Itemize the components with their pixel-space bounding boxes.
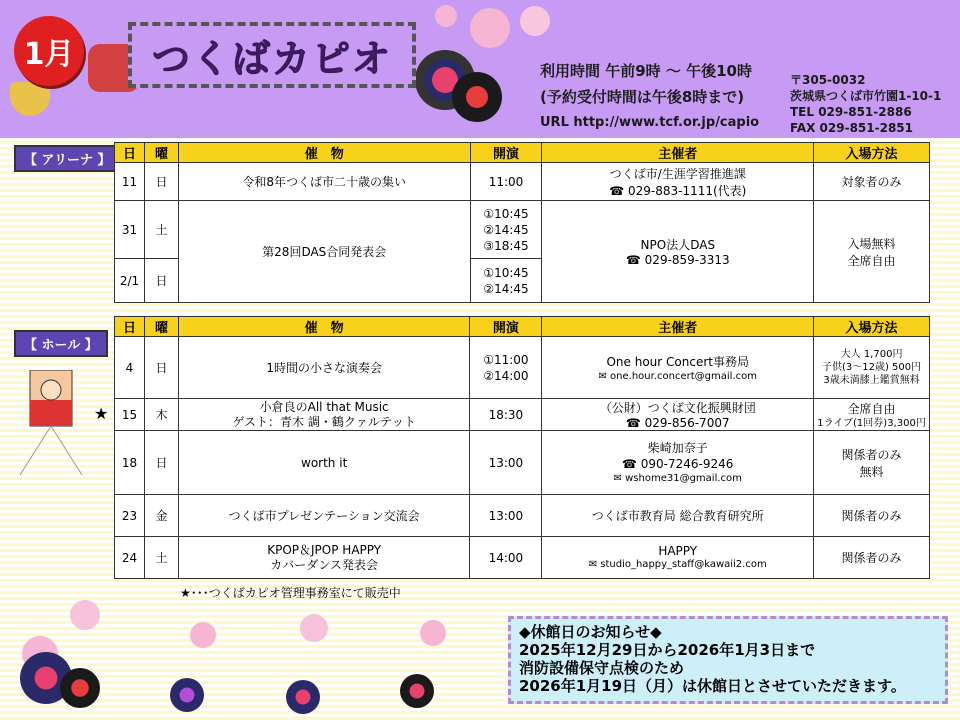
event-cell: worth it [178,431,469,495]
table-header-row [115,143,930,163]
reservation-hours: (予約受付時間は午後8時まで) [540,88,745,106]
host-name: （公財）つくば文化振興財団 [599,401,756,415]
dow-cell: 土 [144,537,178,579]
event-line: ゲスト：青木 調・鶴クァルテット [232,414,416,429]
dow-cell: 日 [144,259,178,303]
time-line: ①10:45 [483,206,529,221]
entry-line: 大人 1,700円 [840,349,903,360]
time-cell: 18:30 [470,399,542,431]
day-cell: 24 [115,537,145,579]
day-cell: 4 [115,337,145,399]
entry-line: 関係者のみ [841,447,902,462]
host-email[interactable]: ✉ wshome31@gmail.com [613,473,742,484]
event-cell: 令和8年つくば市二十歳の集い [178,163,470,201]
dow-cell: 土 [144,201,178,259]
time-line: ③18:45 [483,238,529,253]
day-cell: 18 [115,431,145,495]
temari-ball-icon [170,678,204,712]
entry-cell [814,201,930,303]
host-phone: ☎ 090-7246-9246 [622,457,734,471]
dow-cell: 日 [144,337,178,399]
time-line: ②14:45 [483,281,529,296]
host-name: 柴崎加奈子 [647,441,708,455]
time-cell [470,201,542,259]
notice-line: 2025年12月29日から2026年1月3日まで [519,641,816,659]
flower-decoration [520,6,550,36]
time-cell: 14:00 [470,537,542,579]
star-mark: ★ [94,404,109,423]
flower-decoration [300,614,328,642]
host-cell [542,399,814,431]
host-name: NPO法人DAS [640,238,716,252]
host-phone: ☎ 029-859-3313 [625,253,730,267]
col-day: 日 [115,317,145,337]
col-dow: 曜 [144,317,178,337]
entry-cell [814,337,930,399]
table-row [115,201,930,259]
time-cell: 13:00 [470,495,542,537]
time-line: ①11:00 [483,352,529,367]
event-cell: 第28回DAS合同発表会 [178,201,470,303]
time-line: ②14:45 [483,222,529,237]
notice-title: ◆休館日のお知らせ◆ [519,623,662,641]
col-dow: 曜 [144,143,178,163]
col-day: 日 [115,143,145,163]
day-cell: 31 [115,201,145,259]
time-line: ①10:45 [483,265,529,280]
host-name: HAPPY [658,544,698,558]
event-line: KPOP＆JPOP HAPPY [267,542,382,557]
entry-cell: 関係者のみ [814,537,930,579]
host-cell [542,201,814,303]
entry-line: 子供(3～12歳) 500円 [821,362,922,373]
event-cell [178,399,469,431]
host-cell [542,537,814,579]
table-row [115,163,930,201]
entry-line: 1ライブ(1回券)3,300円 [817,417,926,429]
flower-decoration [435,5,457,27]
col-host: 主催者 [542,143,814,163]
arena-table [114,142,930,303]
venue-title: つくばカピオ [151,36,392,81]
day-cell: 15 [115,399,145,431]
flower-decoration [470,8,510,48]
host-cell [542,431,814,495]
kite-illustration [12,370,94,480]
hall-label: 【 ホール 】 [14,330,108,357]
address-block [790,72,941,136]
time-cell [470,337,542,399]
host-cell [542,163,814,201]
entry-cell: 対象者のみ [814,163,930,201]
table-header-row [115,317,930,337]
host-email[interactable]: ✉ one.hour.concert@gmail.com [598,370,757,382]
time-cell: 11:00 [470,163,542,201]
entry-cell: 関係者のみ [814,495,930,537]
temari-ball-icon [286,680,320,714]
dow-cell: 金 [144,495,178,537]
host-name: つくば市/生涯学習推進課 [609,166,746,181]
flower-decoration [70,600,100,630]
notice-line: 2026年1月19日（月）は休館日とさせていただきます。 [519,677,906,695]
closure-notice [508,616,948,704]
day-cell: 23 [115,495,145,537]
flower-decoration [190,622,216,648]
event-cell: つくば市プレゼンテーション交流会 [178,495,469,537]
hours-info [540,58,759,136]
event-line: 小倉良のAll that Music [259,399,389,414]
time-cell [470,259,542,303]
hours-line: 利用時間 午前9時 ～ 午後10時 [540,62,752,80]
entry-line: 全席自由 [847,401,896,416]
host-cell: つくば市教育局 総合教育研究所 [542,495,814,537]
tel: TEL 029-851-2886 [790,105,912,119]
time-cell: 13:00 [470,431,542,495]
url-link[interactable]: URL http://www.tcf.or.jp/capio [540,115,760,130]
flower-decoration [420,620,446,646]
entry-line: 3歳未満膝上鑑賞無料 [823,375,920,386]
col-entry: 入場方法 [814,143,930,163]
temari-ball-icon [400,674,434,708]
table-row [115,537,930,579]
entry-cell [814,431,930,495]
day-cell: 2/1 [115,259,145,303]
table-row [115,399,930,431]
hall-table [114,316,930,579]
notice-line: 消防設備保守点検のため [519,659,685,677]
dow-cell: 木 [144,399,178,431]
host-phone: ☎ 029-856-7007 [625,416,730,430]
event-cell [178,537,469,579]
month-badge: 1月 [14,16,84,86]
table-row [115,431,930,495]
col-event: 催 物 [178,143,470,163]
table-row [115,495,930,537]
fax: FAX 029-851-2851 [790,121,913,135]
host-cell [542,337,814,399]
event-line: カバーダンス発表会 [270,557,379,572]
temari-ball-icon [452,72,502,122]
postal-code: 〒305-0032 [790,73,866,87]
col-entry: 入場方法 [814,317,930,337]
day-cell: 11 [115,163,145,201]
arena-label: 【 アリーナ 】 [14,145,121,172]
host-phone: ☎ 029-883-1111(代表) [609,183,747,198]
col-host: 主催者 [542,317,814,337]
table-row [115,337,930,399]
dow-cell: 日 [144,431,178,495]
host-name: One hour Concert事務局 [606,354,749,369]
time-line: ②14:00 [483,368,529,383]
temari-ball-icon [60,668,100,708]
col-event: 催 物 [178,317,469,337]
venue-title-box [128,22,416,88]
entry-line: 無料 [859,464,884,479]
entry-line: 入場無料 [847,236,896,251]
entry-line: 全席自由 [847,253,896,268]
host-email[interactable]: ✉ studio_happy_staff@kawaii2.com [588,559,767,570]
col-time: 開演 [470,317,542,337]
address: 茨城県つくば市竹園1-10-1 [790,89,942,103]
col-time: 開演 [470,143,542,163]
event-cell: 1時間の小さな演奏会 [178,337,469,399]
entry-cell [814,399,930,431]
dow-cell: 日 [144,163,178,201]
star-footnote: ★･･･つくばカピオ管理事務室にて販売中 [180,586,401,600]
